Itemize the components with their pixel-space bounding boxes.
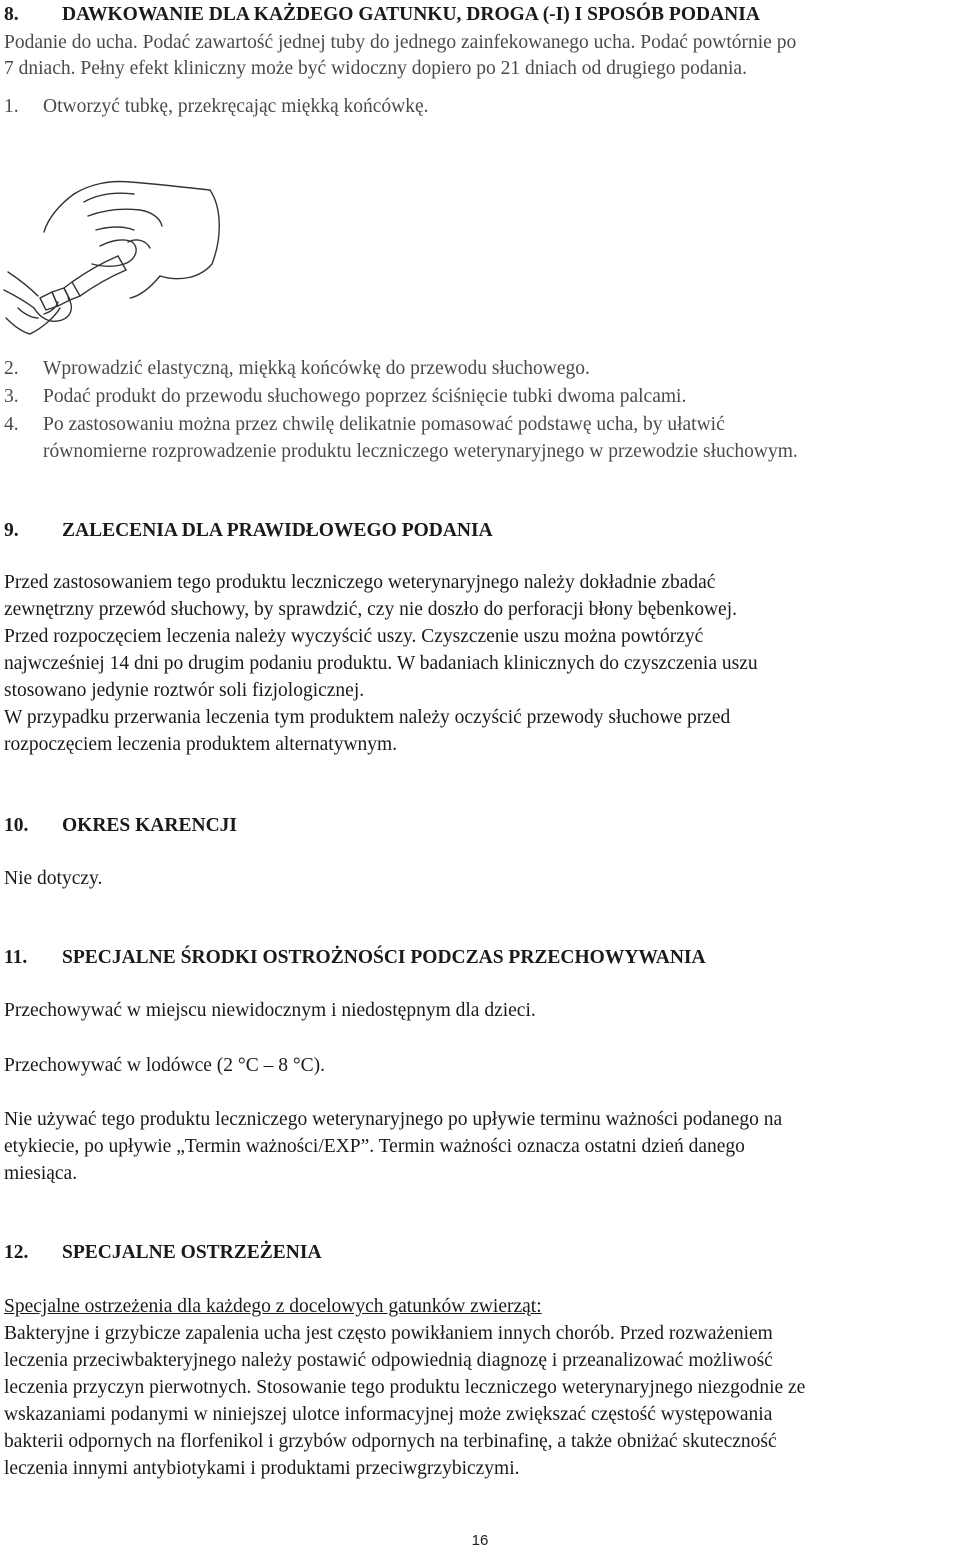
s12-line: leczenia przeciwbakteryjnego należy postawić odpowiednią diagnozę i przeanalizować możliwość (4, 1350, 773, 1371)
section-12-heading: 12. SPECJALNE OSTRZEŻENIA (4, 1242, 322, 1263)
s11-paragraph-1: Przechowywać w miejscu niewidocznym i niedostępnym dla dzieci. (4, 1000, 536, 1021)
s12-line: wskazaniami podanymi w niniejszej ulotce informacyjnej może zwiększać częstość występowania (4, 1404, 773, 1425)
s11-p3-line: etykiecie, po upływie „Termin ważności/EXP”. Termin ważności oznacza ostatni dzień danego (4, 1136, 745, 1157)
s12-line: bakterii odpornych na florfenikol i grzybów odpornych na terbinafinę, a także obniżać skuteczność (4, 1431, 777, 1452)
s11-p3-line: Nie używać tego produktu leczniczego weterynaryjnego po upływie terminu ważności podanego na (4, 1109, 783, 1130)
s8-intro-line-2: 7 dniach. Pełny efekt kliniczny może być widoczny dopiero po 21 dniach od drugiego podania. (4, 58, 747, 79)
s9-line: W przypadku przerwania leczenia tym produktem należy oczyścić przewody słuchowe przed (4, 707, 731, 728)
section-9-heading: 9. ZALECENIA DLA PRAWIDŁOWEGO PODANIA (4, 520, 493, 541)
s9-line: najwcześniej 14 dni po drugim podaniu produktu. W badaniach klinicznych do czyszczenia uszu (4, 653, 758, 674)
s9-line: zewnętrzny przewód słuchowy, by sprawdzić, czy nie doszło do perforacji błony bębenkowej. (4, 599, 737, 620)
section-10-heading: 10. OKRES KARENCJI (4, 815, 237, 836)
page-number: 16 (471, 1532, 489, 1549)
s12-subheading: Specjalne ostrzeżenia dla każdego z docelowych gatunków zwierząt: (4, 1296, 542, 1317)
s8-intro-line-1: Podanie do ucha. Podać zawartość jednej tuby do jednego zainfekowanego ucha. Podać powtórnie po (4, 32, 797, 53)
document-page: 8. DAWKOWANIE DLA KAŻDEGO GATUNKU, DROGA (-I) I SPOSÓB PODANIA Podanie do ucha. Podać zawartość jednej tuby do jednego zainfekowanego ucha. Podać powtórnie po 7 dniach. Pełny efekt kliniczny może być widoczny dopiero po 21 dniach od drugiego podania. 1. Otworzyć tubkę, przekręcając miękką końcówkę. 2. Wprowadzić elastyczną, miękką końcówkę do przewodu słuchowego. 3. Podać produkt do przewodu słuchowego poprzez ściśnięcie tubki dwoma palcami. 4. Po zastosowaniu można przez chwilę delikatnie pomasować podstawę ucha, by ułatwić równomierne rozprowadzenie produktu leczniczego weterynaryjnego w przewodzie słuchowym. 9. ZALECENIA DLA PRAWIDŁOWEGO PODANIA Przed zastosowaniem tego produktu leczniczego weterynaryjnego należy dokładnie zbadać zewnętrzny przewód słuchowy, by sprawdzić, czy nie doszło do perforacji błony bębenkowej. Przed rozpoczęciem leczenia należy wyczyścić uszy. Czyszczenie uszu można powtórzyć najwcześniej 14 dni po drugim podaniu produktu. W badaniach klinicznych do czyszczenia uszu stosowano jedynie roztwór soli fizjologicznej. W przypadku przerwania leczenia tym produktem należy oczyścić przewody słuchowe przed rozpoczęciem leczenia produktem alternatywnym. 10. OKRES KARENCJI Nie dotyczy. 11. SPECJALNE ŚRODKI OSTROŻNOŚCI PODCZAS PRZECHOWYWANIA Przechowywać w miejscu niewidocznym i niedostępnym dla dzieci. Przechowywać w lodówce (2 °C – 8 °C). Nie używać tego produktu leczniczego weterynaryjnego po upływie terminu ważności podanego na etykiecie, po upływie „Termin ważności/EXP”. Termin ważności oznacza ostatni dzień danego miesiąca. 12. SPECJALNE OSTRZEŻENIA Specjalne ostrzeżenia dla każdego z docelowych gatunków zwierząt: Bakteryjne i grzybicze zapalenia ucha jest często powikłaniem innych chorób. Przed rozważeniem leczenia przeciwbakteryjnego należy postawić odpowiednią diagnozę i przeanalizować możliwość leczenia przyczyn pierwotnych. Stosowanie tego produktu leczniczego weterynaryjnego niezgodnie ze wskazaniami podanymi w niniejszej ulotce informacyjnej może zwiększać częstość występowania bakterii odpornych na florfenikol i grzybów odpornych na terbinafinę, a także obniżać skuteczność leczenia innymi antybiotykami i produktami przeciwgrzybiczymi. 16 (0, 0, 960, 1551)
section-8-heading: 8. DAWKOWANIE DLA KAŻDEGO GATUNKU, DROGA (-I) I SPOSÓB PODANIA (4, 4, 760, 25)
s12-line: leczenia innymi antybiotykami i produktami przeciwgrzybiczymi. (4, 1458, 520, 1479)
s9-line: Przed zastosowaniem tego produktu leczniczego weterynaryjnego należy dokładnie zbadać (4, 572, 716, 593)
s11-paragraph-2: Przechowywać w lodówce (2 °C – 8 °C). (4, 1055, 326, 1076)
hand-twisting-tube-icon (0, 168, 260, 338)
s11-p3-line: miesiąca. (4, 1163, 78, 1184)
s9-line: Przed rozpoczęciem leczenia należy wyczyścić uszy. Czyszczenie uszu można powtórzyć (4, 626, 704, 647)
section-11-heading: 11. SPECJALNE ŚRODKI OSTROŻNOŚCI PODCZAS PRZECHOWYWANIA (4, 947, 706, 968)
s12-line: Bakteryjne i grzybicze zapalenia ucha jest często powikłaniem innych chorób. Przed rozważeniem (4, 1323, 773, 1344)
s10-text: Nie dotyczy. (4, 868, 103, 889)
s9-line: stosowano jedynie roztwór soli fizjologicznej. (4, 680, 365, 701)
s9-line: rozpoczęciem leczenia produktem alternatywnym. (4, 734, 398, 755)
s12-line: leczenia przyczyn pierwotnych. Stosowanie tego produktu leczniczego weterynaryjnego niezgodnie ze (4, 1377, 806, 1398)
